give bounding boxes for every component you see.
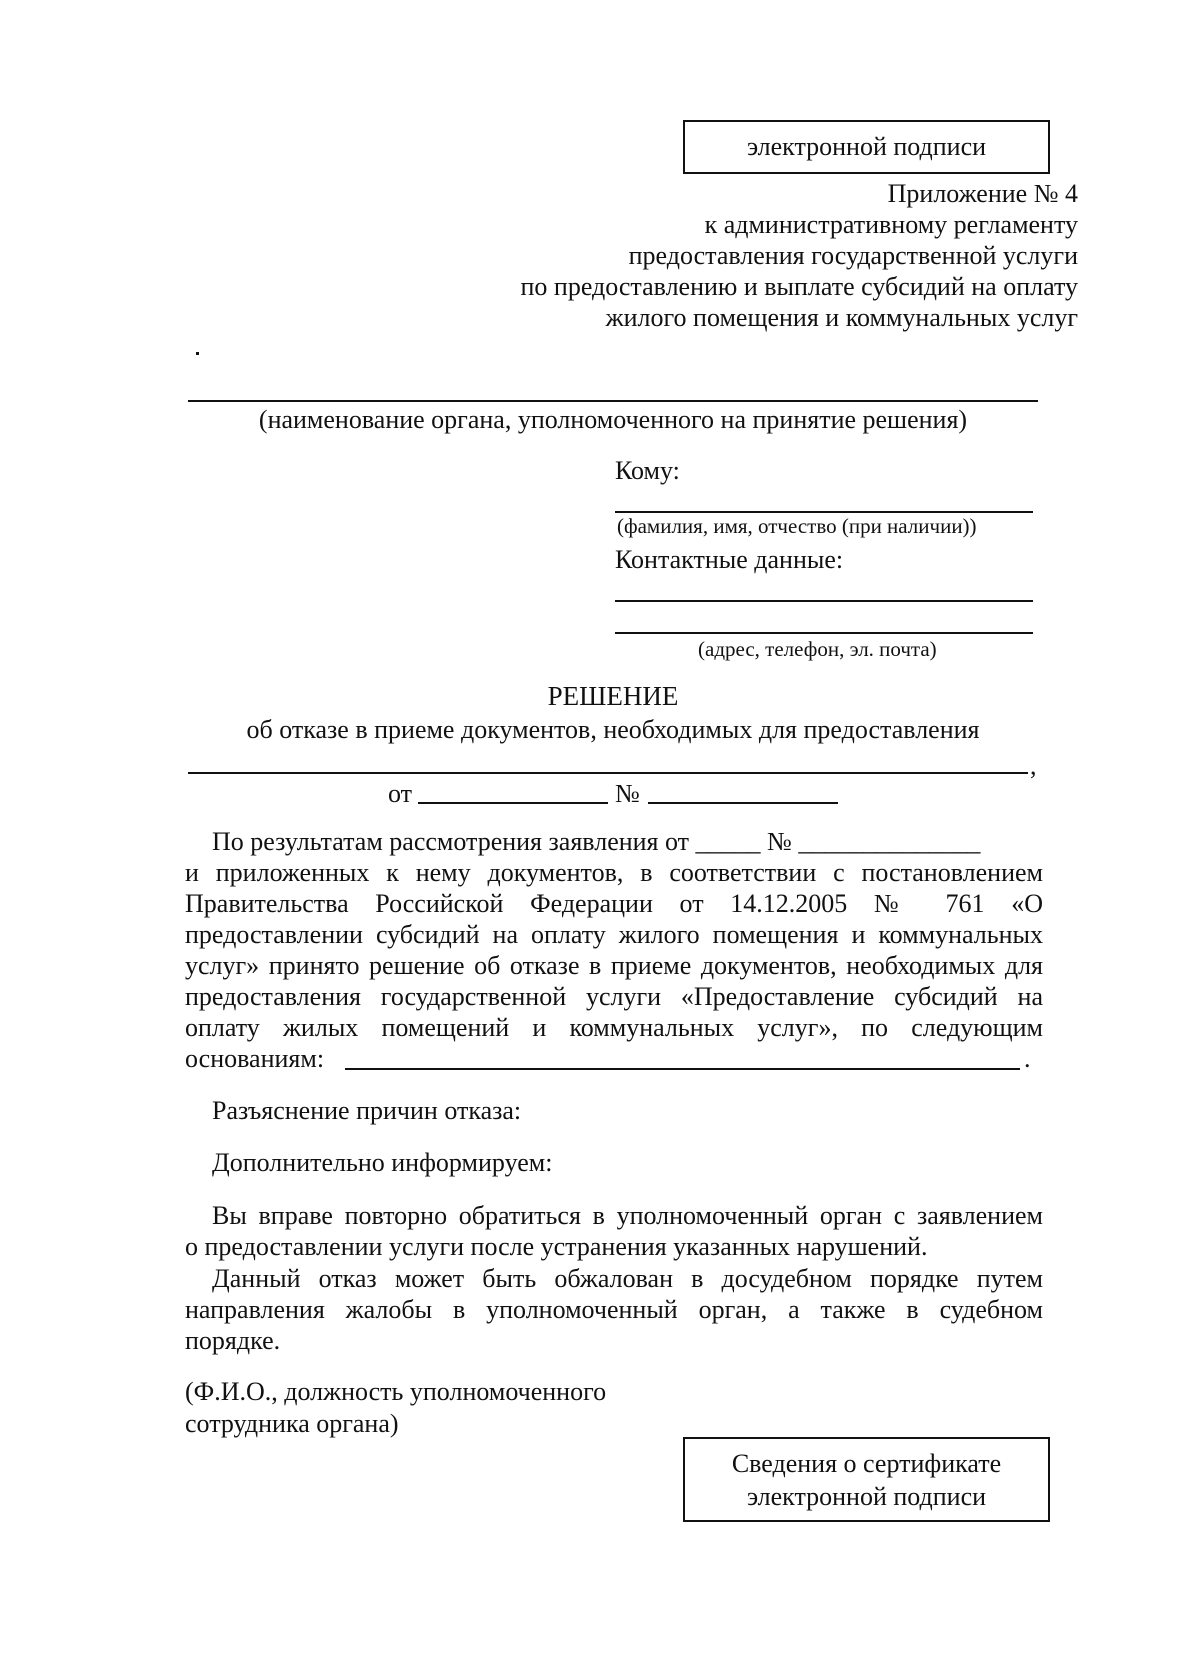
decision-title: РЕШЕНИЕ: [547, 681, 679, 711]
grounds-label: основаниям:: [185, 1044, 325, 1073]
grounds-end: .: [1024, 1044, 1031, 1073]
service-name-line: [188, 772, 1028, 774]
signature-info-box-top: [683, 120, 1050, 174]
body-line: оплату жилых помещений и коммунальных услуг», по следующим: [185, 1013, 1043, 1042]
contacts-label: Контактные данные:: [615, 545, 844, 574]
body-line: предоставлении субсидий на оплату жилого помещения и коммунальных: [185, 920, 1043, 949]
certificate-box-line: электронной подписи: [746, 1482, 987, 1511]
contacts-line-1: [615, 600, 1033, 602]
additional-info-label: Дополнительно информируем:: [212, 1148, 553, 1177]
signature-info-text: электронной подписи: [746, 132, 987, 161]
body-line: предоставления государственной услуги «Предоставление субсидий на: [185, 982, 1043, 1011]
contacts-caption: (адрес, телефон, эл. почта): [698, 637, 937, 661]
appendix-line: жилого помещения и коммунальных услуг: [605, 303, 1078, 332]
date-line: [418, 802, 608, 804]
explanation-label: Разъяснение причин отказа:: [212, 1096, 522, 1125]
trailing-comma: ,: [1030, 751, 1037, 780]
appendix-line: Приложение № 4: [887, 179, 1078, 208]
appendix-heading: [520, 178, 1078, 333]
decision-subtitle: об отказе в приеме документов, необходимых для предоставления: [246, 715, 980, 744]
appeal-line: Данный отказ может быть обжалован в досудебном порядке путем: [212, 1264, 1043, 1293]
reapply-line: Вы вправе повторно обратиться в уполномоченный орган с заявлением: [212, 1201, 1043, 1230]
fio-caption: (фамилия, имя, отчество (при наличии)): [617, 514, 977, 538]
number-line: [648, 802, 838, 804]
appendix-line: предоставления государственной услуги: [628, 241, 1078, 270]
body-line: По результатам рассмотрения заявления от _____ № ______________: [212, 827, 981, 856]
from-label: от: [388, 779, 413, 808]
reapply-line: о предоставлении услуги после устранения указанных нарушений.: [185, 1232, 928, 1261]
body-line: услуг» принято решение об отказе в приеме документов, необходимых для: [185, 951, 1043, 980]
body-line: и приложенных к нему документов, в соответствии с постановлением: [185, 858, 1043, 887]
contacts-line-2: [615, 632, 1033, 634]
signer-caption-line: (Ф.И.О., должность уполномоченного: [185, 1377, 607, 1406]
to-label: Кому:: [615, 456, 680, 485]
number-label: №: [615, 779, 640, 808]
signer-caption-line: сотрудника органа): [185, 1409, 399, 1438]
certificate-box-line: Сведения о сертификате: [731, 1449, 1002, 1478]
organ-name-line: [188, 400, 1038, 402]
appeal-line: порядке.: [185, 1326, 281, 1355]
signature-certificate-box: [683, 1437, 1050, 1522]
grounds-line: [345, 1068, 1020, 1070]
appendix-line: к административному регламенту: [704, 210, 1078, 239]
appeal-line: направления жалобы в уполномоченный орган, а также в судебном: [185, 1295, 1043, 1324]
body-line: Правительства Российской Федерации от 14.12.2005 № 761 «О: [185, 889, 1043, 918]
appendix-line: по предоставлению и выплате субсидий на оплату: [520, 272, 1078, 301]
fio-line: [615, 511, 1033, 513]
stray-mark: [196, 352, 199, 355]
organ-caption: (наименование органа, уполномоченного на принятие решения): [258, 405, 968, 434]
